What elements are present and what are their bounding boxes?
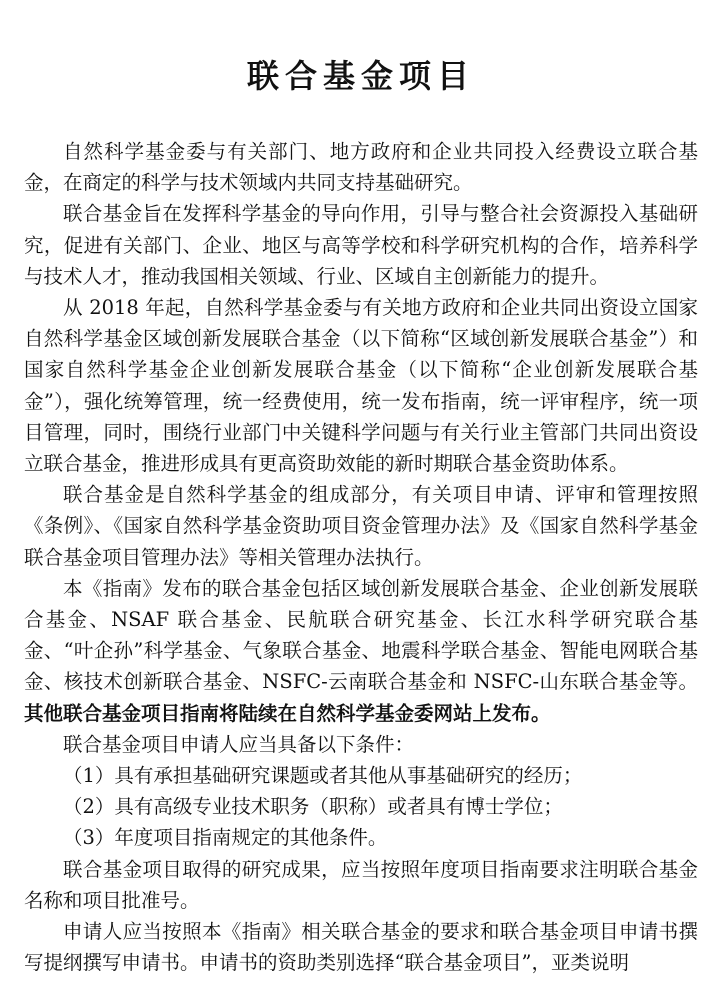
page-title: 联合基金项目 [246,57,475,95]
condition-item-1: （1）具有承担基础研究课题或者其他从事基础研究的经历； [63,764,583,788]
scope-bold-note: 其他联合基金项目指南将陆续在自然科学基金委网站上发布。 [24,701,551,725]
condition-item-3: （3）年度项目指南规定的其他条件。 [63,826,388,850]
scope-paragraph [24,573,698,729]
intro-paragraph: 自然科学基金委与有关部门、地方政府和企业共同投入经费设立联合基金，在商定的科学与技术领域内共同支持基础研究。 [24,140,698,195]
results-paragraph: 联合基金项目取得的研究成果，应当按照年度项目指南要求注明联合基金名称和项目批准号。 [24,857,698,912]
document-body [24,136,698,978]
scope-text: 本《指南》发布的联合基金包括区域创新发展联合基金、企业创新发展联合基金、NSAF 联合基金、民航联合研究基金、长江水科学研究联合基金、“叶企孙”科学基金、气象联合基金、地震科学联合基金、智能电网联合基金、核技术创新联合基金、NSFC-云南联合基金和 NSFC-山东联合基金等。 [24,576,698,694]
regulation-paragraph: 联合基金是自然科学基金的组成部分，有关项目申请、评审和管理按照《条例》、《国家自然科学基金资助项目资金管理办法》及《国家自然科学基金联合基金项目管理办法》等相关管理办法执行。 [24,483,698,569]
conditions-intro: 联合基金项目申请人应当具备以下条件： [63,732,415,756]
purpose-paragraph: 联合基金旨在发挥科学基金的导向作用，引导与整合社会资源投入基础研究，促进有关部门、企业、地区与高等学校和科学研究机构的合作，培养科学与技术人才，推动我国相关领域、行业、区域自主创新能力的提升。 [24,202,698,288]
application-paragraph: 申请人应当按照本《指南》相关联合基金的要求和联合基金项目申请书撰写提纲撰写申请书。申请书的资助类别选择“联合基金项目”，亚类说明 [24,920,698,975]
history-paragraph: 从 2018 年起，自然科学基金委与有关地方政府和企业共同出资设立国家自然科学基金区域创新发展联合基金（以下简称“区域创新发展联合基金”）和国家自然科学基金企业创新发展联合基金（以下简称“企业创新发展联合基金”），强化统筹管理，统一经费使用，统一发布指南，统一评审程序，统一项目管理，同时，围绕行业部门中关键科学问题与有关行业主管部门共同出资设立联合基金，推进形成具有更高资助效能的新时期联合基金资助体系。 [24,296,698,476]
condition-item-2: （2）具有高级专业技术职务（职称）或者具有博士学位； [63,795,563,819]
